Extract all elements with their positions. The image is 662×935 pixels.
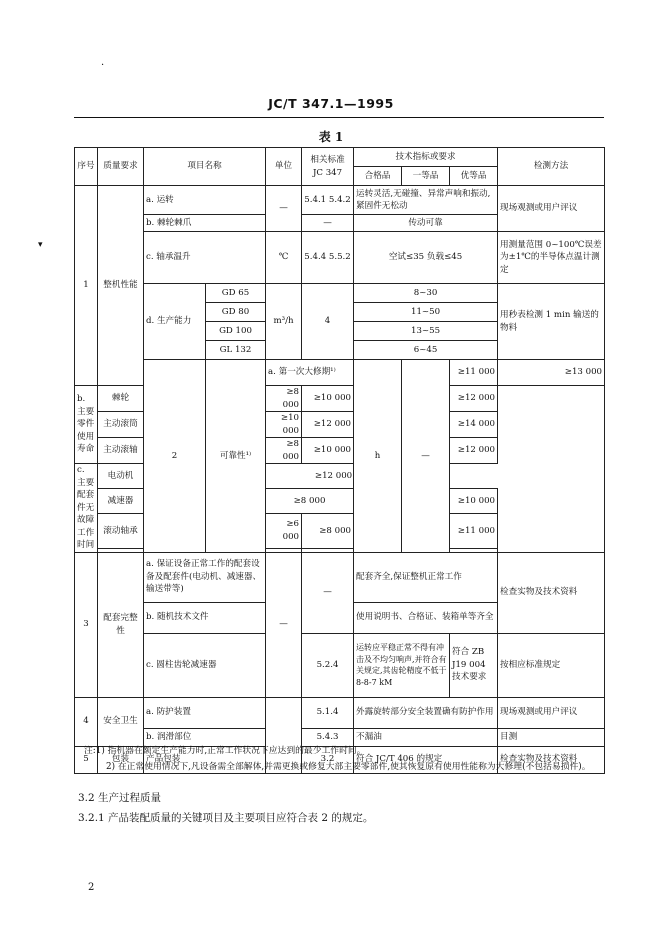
unit-cell: h bbox=[354, 360, 402, 553]
value-cell: ≥8 000 bbox=[266, 489, 354, 514]
std-cell: 5.4.4 5.5.2 bbox=[302, 232, 354, 284]
seq-cell: 1 bbox=[75, 186, 98, 386]
req-cell: 传动可靠 bbox=[354, 215, 498, 232]
item-cell: b. 棘轮棘爪 bbox=[144, 215, 266, 232]
method-cell: 检查实物及技术资料 bbox=[498, 552, 605, 633]
req-cell: 符合 ZB J19 004 技术要求 bbox=[450, 633, 498, 697]
item-cell: a. 防护装置 bbox=[144, 697, 266, 728]
model-cell: GD 80 bbox=[206, 303, 266, 322]
unit-cell: — bbox=[266, 552, 302, 697]
scan-speck: ▾ bbox=[38, 240, 43, 250]
method-cell: 检查实物及技术资料 bbox=[498, 746, 605, 773]
req-cell: 使用说明书、合格证、装箱单等齐全 bbox=[354, 602, 498, 633]
seq-cell: 5 bbox=[75, 746, 98, 773]
col-qualified: 合格品 bbox=[354, 167, 402, 186]
std-cell: 3.2 bbox=[302, 746, 354, 773]
unit-cell: — bbox=[266, 186, 302, 232]
value-cell: ≥8 000 bbox=[302, 514, 354, 548]
value-cell: ≥10 000 bbox=[266, 412, 302, 438]
quality-cell: 安全卫生 bbox=[98, 697, 144, 746]
part-cell: 主动滚筒 bbox=[98, 412, 144, 438]
value-cell: ≥12 000 bbox=[450, 386, 498, 412]
requirements-table bbox=[74, 147, 605, 774]
std-cell: 5.4.3 bbox=[302, 728, 354, 746]
seq-cell: 3 bbox=[75, 552, 98, 697]
section-heading: 3.2 生产过程质量 bbox=[78, 792, 162, 804]
col-item: 项目名称 bbox=[144, 148, 266, 186]
value-cell: ≥8 000 bbox=[266, 438, 302, 464]
std-cell: 5.1.4 bbox=[302, 697, 354, 728]
item-cell: c. 轴承温升 bbox=[144, 232, 266, 284]
item-cell: d. 生产能力 bbox=[144, 284, 206, 360]
method-cell: 目测 bbox=[498, 728, 605, 746]
col-std: 相关标准 JC 347 bbox=[302, 148, 354, 186]
header-rule bbox=[74, 117, 604, 118]
item-cell: c. 主要配套件无故障工作时间 bbox=[75, 464, 98, 553]
note-1: 注:1) 指机器在额定生产能力时,正常工作状况下应达到的最少工作时间。 bbox=[84, 746, 366, 756]
item-cell: a. 第一次大修期¹⁾ bbox=[266, 360, 354, 386]
value-cell: ≥13 000 bbox=[498, 360, 605, 386]
note-2: 2) 在正常使用情况下,凡设备需全部解体,并需更换或修复大部主要零部件,使其恢复原有使用性能称为大修理(不包括易损件)。 bbox=[106, 762, 591, 772]
quality-cell: 整机性能 bbox=[98, 186, 144, 386]
part-cell: 电动机 bbox=[98, 464, 144, 489]
col-superior: 优等品 bbox=[450, 167, 498, 186]
standard-header: JC/T 347.1—1995 bbox=[268, 96, 394, 111]
item-cell: b. 润滑部位 bbox=[144, 728, 266, 746]
std-cell: — bbox=[302, 215, 354, 232]
method-cell: 用秒表检测 1 min 输送的物料 bbox=[498, 284, 605, 360]
value-cell: ≥10 000 bbox=[302, 386, 354, 412]
item-cell: b. 主要零件使用寿命 bbox=[75, 386, 98, 464]
std-cell: 5.2.4 bbox=[302, 633, 354, 697]
model-cell: GD 100 bbox=[206, 322, 266, 341]
value-cell: ≥6 000 bbox=[266, 514, 302, 548]
method-cell: 现场观测或用户评议 bbox=[498, 186, 605, 232]
method-cell: 用测量范围 0~100℃误差为±1℃的半导体点温计测定 bbox=[498, 232, 605, 284]
unit-cell: m³/h bbox=[266, 284, 302, 360]
item-cell: a. 运转 bbox=[144, 186, 266, 215]
model-cell: GD 65 bbox=[206, 284, 266, 303]
value-cell: ≥10 000 bbox=[302, 438, 354, 464]
req-cell: 外露旋转部分安全装置确有防护作用 bbox=[354, 697, 498, 728]
col-first: 一等品 bbox=[402, 167, 450, 186]
req-cell: 空试≤35 负载≤45 bbox=[354, 232, 498, 284]
std-cell: — bbox=[302, 552, 354, 633]
col-seq: 序号 bbox=[75, 148, 98, 186]
req-cell: 11~50 bbox=[354, 303, 498, 322]
model-cell: GL 132 bbox=[206, 341, 266, 360]
value-cell: ≥8 000 bbox=[266, 386, 302, 412]
table-notes bbox=[84, 745, 604, 777]
item-cell: 产品包装 bbox=[144, 746, 266, 773]
quality-cell: 配套完整性 bbox=[98, 552, 144, 697]
req-cell: 配套齐全,保证整机正常工作 bbox=[354, 552, 498, 602]
req-cell: 符合 JC/T 406 的规定 bbox=[354, 746, 498, 773]
part-cell: 棘轮 bbox=[98, 386, 144, 412]
col-method: 检测方法 bbox=[498, 148, 605, 186]
req-cell: 运转应平稳正常不得有冲击及不均匀响声,并符合有关规定,其齿轮精度不低于 8-8-7 kM bbox=[354, 633, 450, 697]
value-cell: ≥12 000 bbox=[450, 438, 498, 464]
req-cell: 运转灵活,无碰撞、异常声响和振动,紧固件无松动 bbox=[354, 186, 498, 215]
quality-cell: 包装 bbox=[98, 746, 144, 773]
table-title: 表 1 bbox=[318, 130, 344, 144]
scan-speck: · bbox=[101, 60, 105, 71]
std-cell: 5.4.1 5.4.2 bbox=[302, 186, 354, 215]
req-cell: 8~30 bbox=[354, 284, 498, 303]
unit-cell: ℃ bbox=[266, 232, 302, 284]
value-cell: ≥14 000 bbox=[450, 412, 498, 438]
value-cell: ≥12 000 bbox=[266, 464, 402, 489]
part-cell: 滚动轴承 bbox=[98, 514, 144, 548]
req-cell: 13~55 bbox=[354, 322, 498, 341]
col-req: 技术指标或要求 bbox=[354, 148, 498, 167]
col-quality: 质量要求 bbox=[98, 148, 144, 186]
value-cell: ≥11 000 bbox=[450, 360, 498, 386]
req-cell: 6~45 bbox=[354, 341, 498, 360]
quality-cell: 可靠性¹⁾ bbox=[206, 360, 266, 553]
std-cell: — bbox=[402, 360, 450, 553]
req-cell: 不漏油 bbox=[354, 728, 498, 746]
item-cell: a. 保证设备正常工作的配套设备及配套件(电动机、减速器、输送带等) bbox=[144, 552, 266, 602]
col-unit: 单位 bbox=[266, 148, 302, 186]
method-cell: 按相应标准规定 bbox=[498, 633, 605, 697]
item-cell: c. 圆柱齿轮减速器 bbox=[144, 633, 266, 697]
value-cell: ≥12 000 bbox=[302, 412, 354, 438]
item-cell: b. 随机技术文件 bbox=[144, 602, 266, 633]
seq-cell: 4 bbox=[75, 697, 98, 746]
method-cell: 现场观测或用户评议 bbox=[498, 697, 605, 728]
page-number: 2 bbox=[88, 882, 95, 893]
section-paragraph: 3.2.1 产品装配质量的关键项目及主要项目应符合表 2 的规定。 bbox=[78, 812, 374, 824]
part-cell: 主动滚轴 bbox=[98, 438, 144, 464]
value-cell: ≥11 000 bbox=[450, 514, 498, 548]
value-cell: ≥10 000 bbox=[450, 489, 498, 514]
std-cell: 4 bbox=[302, 284, 354, 360]
part-cell: 减速器 bbox=[98, 489, 144, 514]
seq-cell: 2 bbox=[144, 360, 206, 553]
